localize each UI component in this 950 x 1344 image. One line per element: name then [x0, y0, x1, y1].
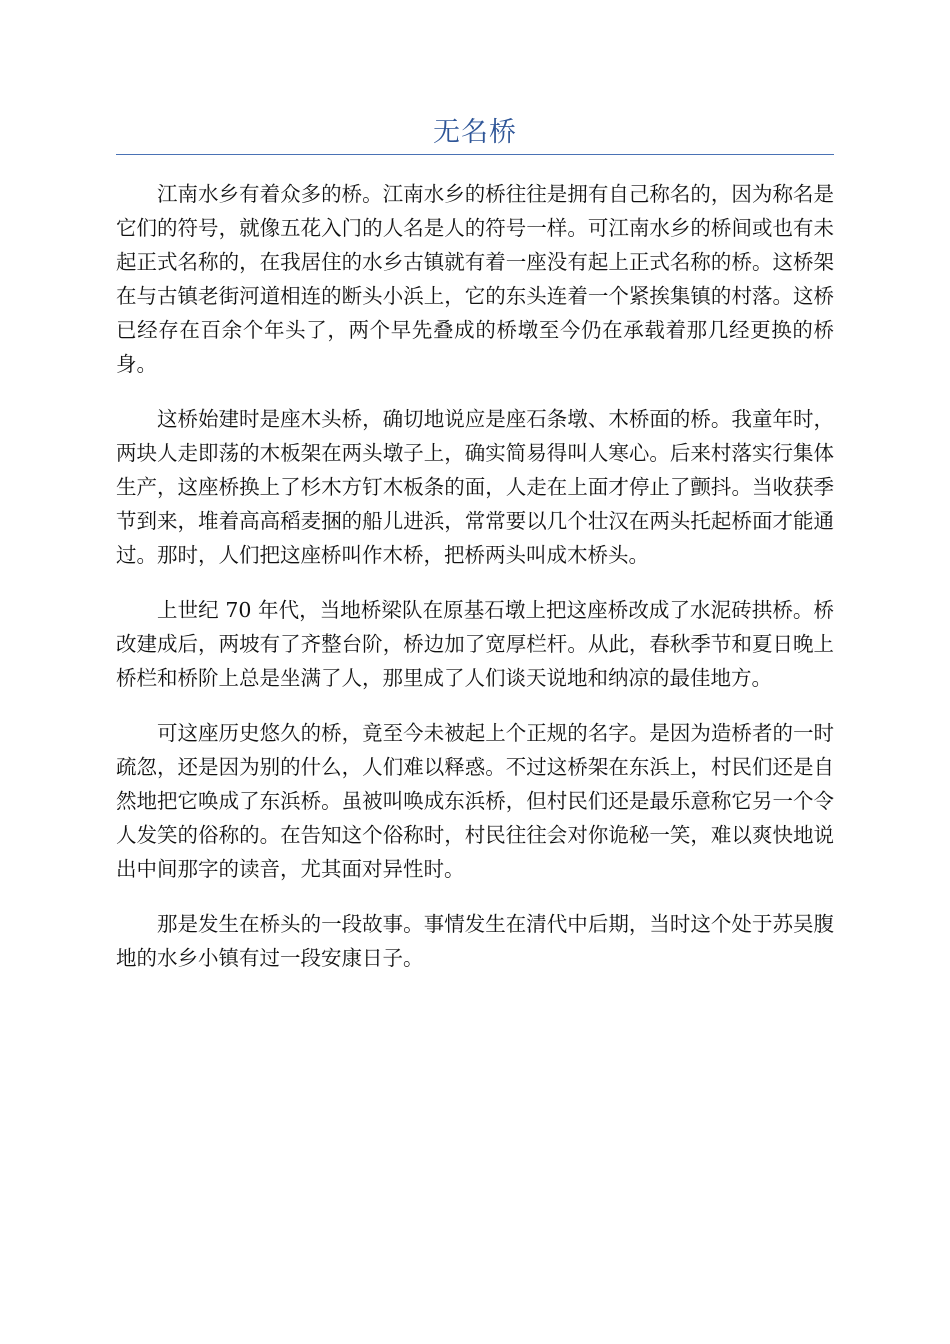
paragraph-2: 这桥始建时是座木头桥，确切地说应是座石条墩、木桥面的桥。我童年时，两块人走即荡的木板架在两头墩子上，确实简易得叫人寒心。后来村落实行集体生产，这座桥换上了杉木方钉木板条的面，人走在上面才停止了颤抖。当收获季节到来，堆着高高稻麦捆的船儿进浜，常常要以几个壮汉在两头托起桥面才能通过。那时，人们把这座桥叫作木桥，把桥两头叫成木桥头。	[116, 407, 834, 567]
paragraph-1: 江南水乡有着众多的桥。江南水乡的桥往往是拥有自己称名的，因为称名是它们的符号，就像五花入门的人名是人的符号一样。可江南水乡的桥间或也有未起正式名称的，在我居住的水乡古镇就有着一座没有起上正式名称的桥。这桥架在与古镇老街河道相连的断头小浜上，它的东头连着一个紧挨集镇的村落。这桥已经存在百余个年头了，两个早先叠成的桥墩至今仍在承载着那几经更换的桥身。	[116, 182, 834, 376]
paragraph-3: 上世纪 70 年代，当地桥梁队在原基石墩上把这座桥改成了水泥砖拱桥。桥改建成后，两坡有了齐整台阶，桥边加了宽厚栏杆。从此，春秋季节和夏日晚上桥栏和桥阶上总是坐满了人，那里成了人们谈天说地和纳凉的最佳地方。	[116, 598, 834, 690]
paragraph-5: 那是发生在桥头的一段故事。事情发生在清代中后期，当时这个处于苏吴腹地的水乡小镇有过一段安康日子。	[116, 912, 834, 970]
title-underline	[116, 154, 834, 155]
paragraph-4: 可这座历史悠久的桥，竟至今未被起上个正规的名字。是因为造桥者的一时疏忽，还是因为别的什么，人们难以释惑。不过这桥架在东浜上，村民们还是自然地把它唤成了东浜桥。虽被叫唤成东浜桥，但村民们还是最乐意称它另一个令人发笑的俗称的。在告知这个俗称时，村民往往会对你诡秘一笑，难以爽快地说出中间那字的读音，尤其面对异性时。	[116, 721, 834, 881]
document-title: 无名桥	[433, 117, 517, 148]
document-body	[116, 177, 834, 996]
